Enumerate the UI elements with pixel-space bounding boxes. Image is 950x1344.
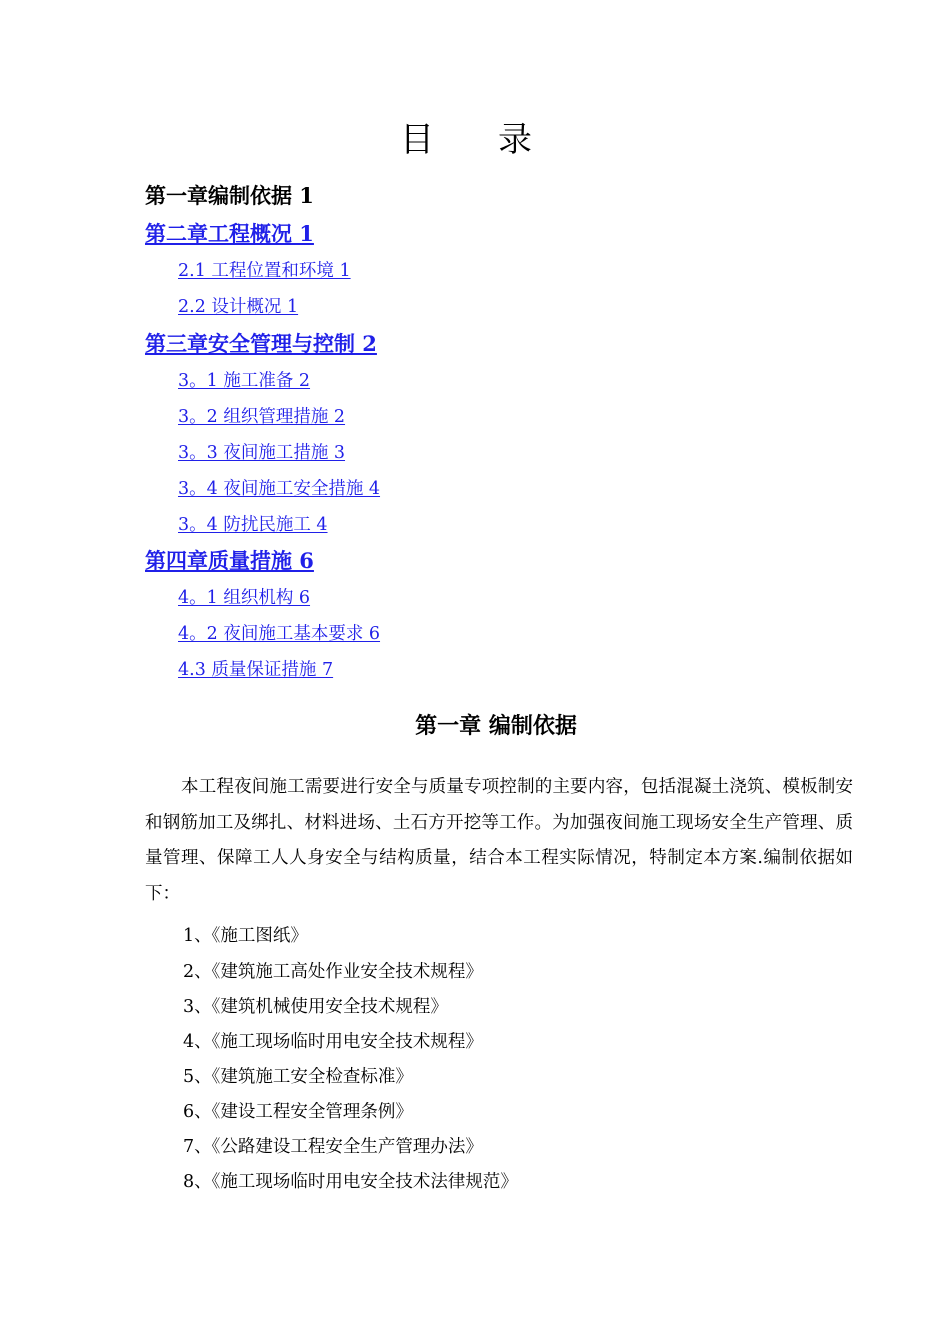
toc-section-3-4b-link[interactable]: 3。4 防扰民施工 4 [178, 515, 328, 535]
toc-section-4-2-link[interactable]: 4。2 夜间施工基本要求 6 [178, 624, 381, 644]
toc-chapter-1: 第一章编制依据 1 [145, 183, 314, 208]
toc-chapter-2-link[interactable]: 第二章工程概况 1 [145, 221, 314, 246]
basis-item-7: 7、《公路建设工程安全生产管理办法》 [183, 1137, 483, 1157]
chapter-1-heading: 第一章 编制依据 [415, 713, 577, 739]
chapter-1-intro-paragraph: 本工程夜间施工需要进行安全与质量专项控制的主要内容，包括混凝土浇筑、模板制安和钢筋加工及绑扎、材料进场、土石方开挖等工作。为加强夜间施工现场安全生产管理、质量管理、保障工人人身安全与结构质量，结合本工程实际情况，特制定本方案.编制依据如下： [145, 777, 853, 904]
basis-item-5: 5、《建筑施工安全检查标准》 [183, 1067, 413, 1087]
basis-item-6: 6、《建设工程安全管理条例》 [183, 1102, 413, 1122]
toc-title: 目录 [400, 120, 596, 160]
toc-section-3-2-link[interactable]: 3。2 组织管理措施 2 [178, 407, 346, 427]
basis-item-8: 8、《施工现场临时用电安全技术法律规范》 [183, 1172, 518, 1192]
basis-item-2: 2、《建筑施工高处作业安全技术规程》 [183, 962, 483, 982]
basis-item-1: 1、《施工图纸》 [183, 926, 308, 946]
toc-section-4-1-link[interactable]: 4。1 组织机构 6 [178, 588, 311, 608]
toc-section-3-3-link[interactable]: 3。3 夜间施工措施 3 [178, 443, 346, 463]
basis-item-4: 4、《施工现场临时用电安全技术规程》 [183, 1032, 483, 1052]
toc-section-2-1-link[interactable]: 2.1 工程位置和环境 1 [178, 261, 351, 281]
toc-section-3-4-link[interactable]: 3。4 夜间施工安全措施 4 [178, 479, 381, 499]
toc-section-2-2-link[interactable]: 2.2 设计概况 1 [178, 297, 299, 317]
toc-section-3-1-link[interactable]: 3。1 施工准备 2 [178, 371, 311, 391]
toc-section-4-3-link[interactable]: 4.3 质量保证措施 7 [178, 660, 334, 680]
toc-chapter-3-link[interactable]: 第三章安全管理与控制 2 [145, 331, 377, 356]
basis-item-3: 3、《建筑机械使用安全技术规程》 [183, 997, 448, 1017]
toc-chapter-4-link[interactable]: 第四章质量措施 6 [145, 548, 314, 573]
